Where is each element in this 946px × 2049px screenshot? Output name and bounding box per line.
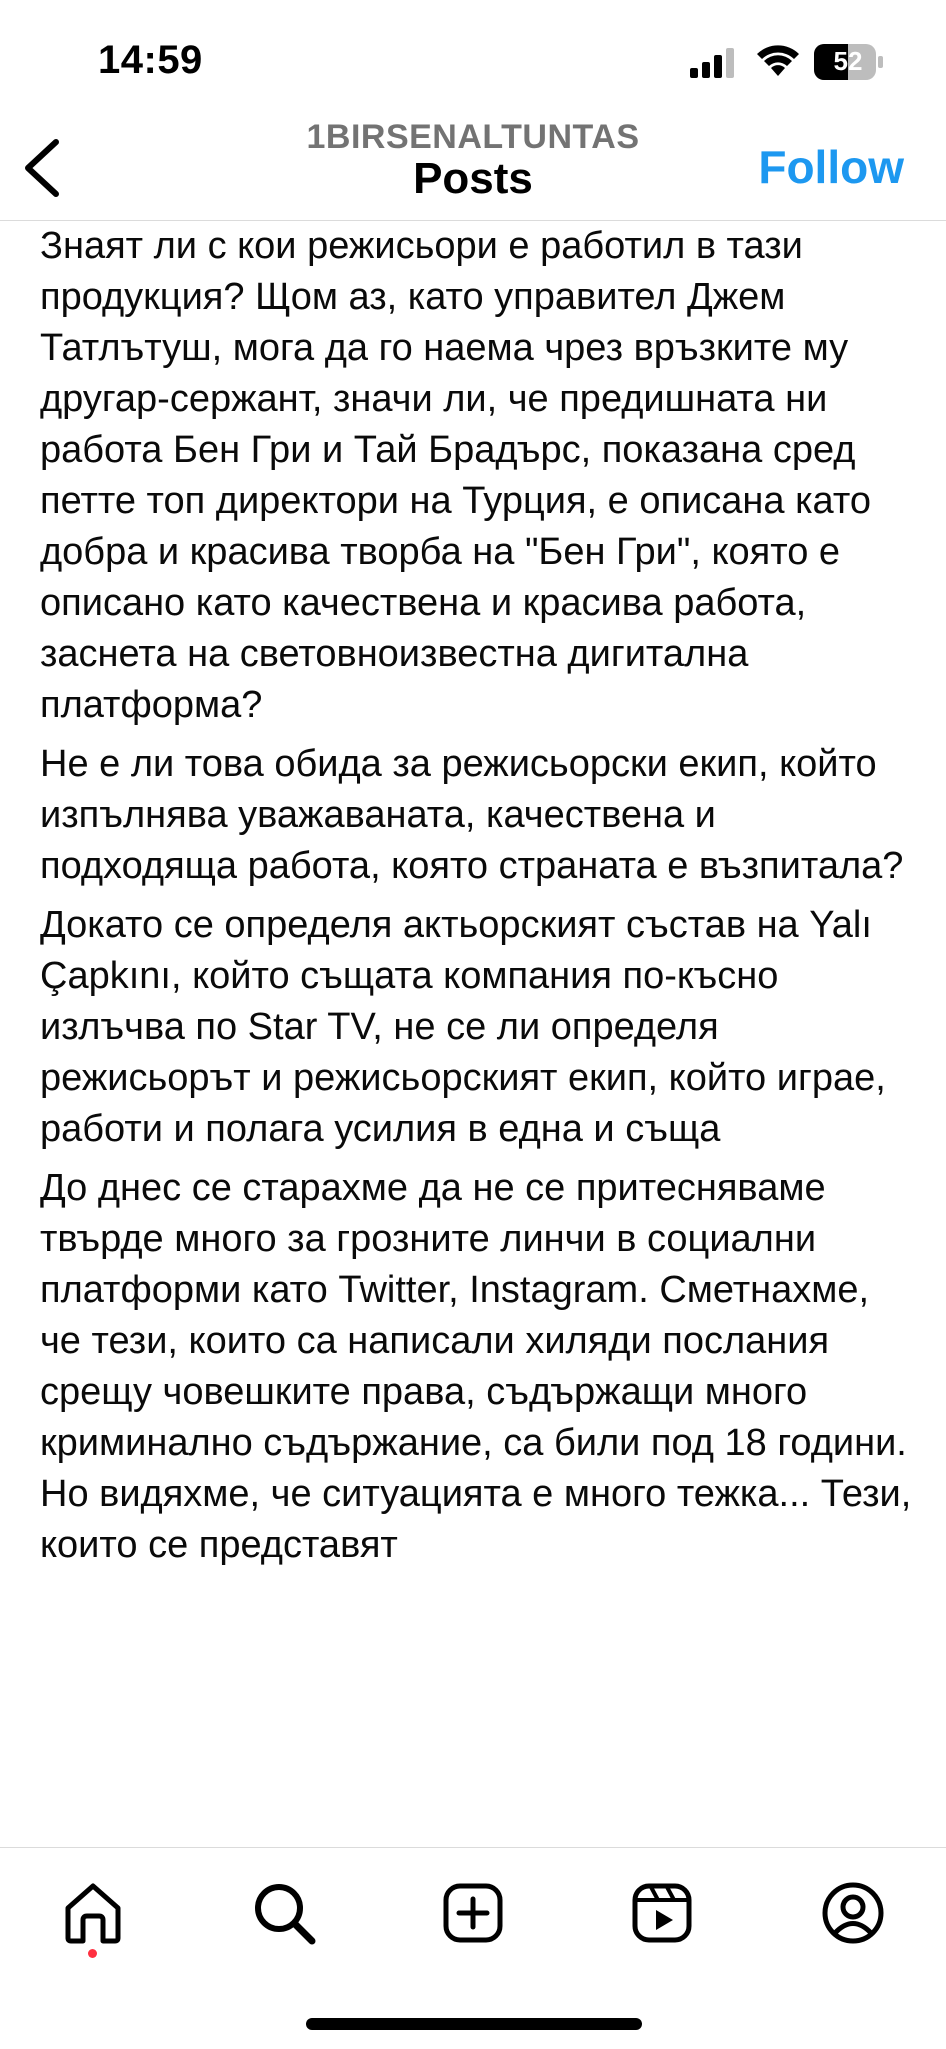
search-icon [249,1878,319,1948]
wifi-icon [756,44,800,78]
caption-paragraph-3: Докато се определя актьорският състав на Yalı Çapkını, който същата компания по-късно излъчва по Star TV, не се ли определя режисьорът и режисьорският екип, който играе, работи и полага усилия в една и съща [40,904,897,1150]
status-time: 14:59 [98,38,203,82]
status-bar [0,0,946,120]
reels-icon [627,1878,697,1948]
caption-paragraph-1: Знаят ли с кои режисьори е работил в тази продукция? Щом аз, като управител Джем Татлътуш, мога да го наема чрез връзките му другар-сержант, значи ли, че предишната ни работа Бен Гри и Тай Брадърс, показана сред петте топ директори на Турция, е описана като добра и красива творба на "Бен Гри", която е описано като качествена и красива работа, заснета на световноизвестна дигитална платформа? [40,225,882,726]
nav-reels[interactable] [627,1878,697,1948]
profile-icon [818,1878,888,1948]
notification-dot [88,1949,97,1958]
home-icon [58,1878,128,1948]
caption-paragraph-4: До днес се старахме да не се притесняваме твърде много за грозните линчи в социални платформи като Twitter, Instagram. Сметнахме, че тези, които са написали хиляди послания срещу човешките права, съдържащи много криминално съдържание, са били под 18 години. Но видяхме, че ситуацията е много тежка... Тези, които се представят [40,1167,922,1566]
plus-square-icon [438,1878,508,1948]
bottom-nav [0,1847,946,2049]
page-title: Posts [413,154,533,203]
nav-create[interactable] [438,1878,508,1948]
post-content [0,221,946,1847]
nav-profile[interactable] [818,1878,888,1948]
battery-level: 52 [833,46,863,76]
header-username: 1BIRSENALTUNTAS [306,118,640,156]
header [0,110,946,221]
nav-home[interactable] [58,1878,128,1948]
post-caption [40,221,920,1579]
nav-search[interactable] [249,1878,319,1948]
home-indicator [306,2018,642,2030]
signal-icon [690,48,736,78]
caption-paragraph-2: Не е ли това обида за режисьорски екип, който изпълнява уважаваната, качествена и подходяща работа, която страната е възпитала? [40,743,904,887]
follow-button[interactable]: Follow [758,141,904,193]
